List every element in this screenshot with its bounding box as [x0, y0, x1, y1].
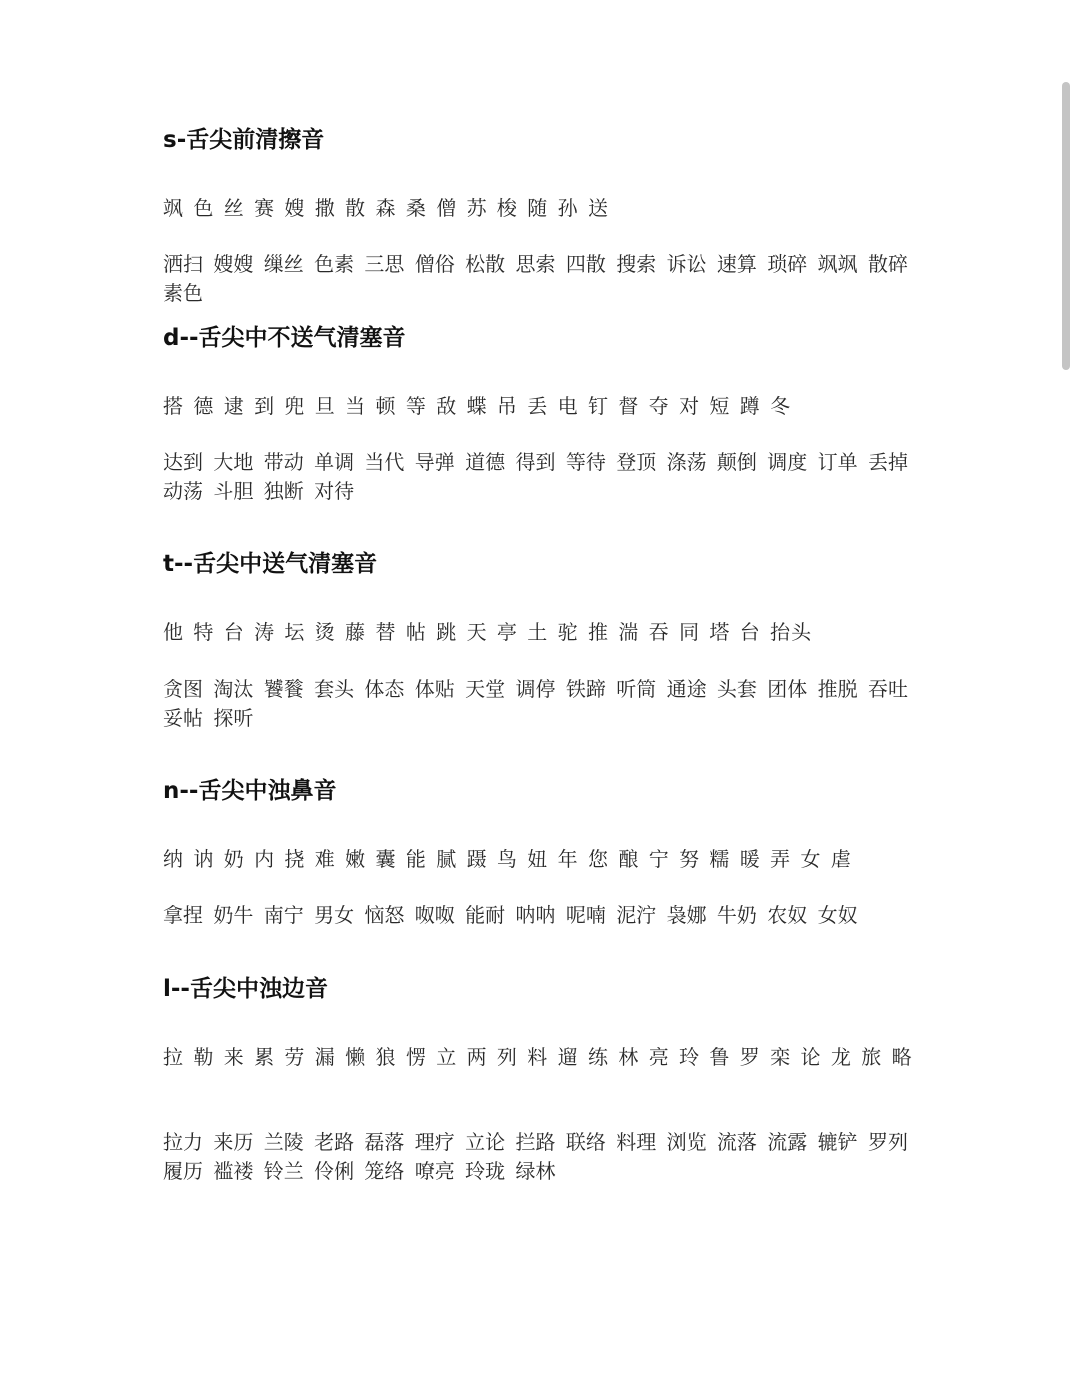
- scrollbar-thumb[interactable]: [1062, 82, 1070, 370]
- words-line-n: 拿捏 奶牛 南宁 男女 恼怒 呶呶 能耐 呐呐 呢喃 泥泞 袅娜 牛奶 农奴 女奴: [163, 903, 858, 927]
- section-title-l: l--舌尖中浊边音: [163, 976, 328, 1002]
- section-title-d: d--舌尖中不送气清塞音: [163, 325, 406, 351]
- chars-line-t: 他 特 台 涛 坛 烫 藤 替 帖 跳 天 亭 土 驼 推 湍 吞 同 塔 台 抬头: [163, 620, 813, 644]
- section-title-s: s-舌尖前清擦音: [163, 127, 325, 153]
- chars-line-l: 拉 勒 来 累 劳 漏 懒 狼 愣 立 两 列 料 遛 练 林 亮 玲 鲁 罗 栾 论 龙 旅 略: [163, 1045, 913, 1069]
- words-line-d: 达到 大地 带动 单调 当代 导弹 道德 得到 等待 登顶 涤荡 颠倒 调度 订单 丢掉 动荡 斗胆 独断 对待: [163, 450, 909, 503]
- chars-line-n: 纳 讷 奶 内 挠 难 嫩 囊 能 腻 蹑 鸟 妞 年 您 酿 宁 努 糯 暖 弄 女 虐: [163, 847, 852, 871]
- words-line-s: 洒扫 嫂嫂 缫丝 色素 三思 僧俗 松散 思索 四散 搜索 诉讼 速算 琐碎 飒飒 散碎 素色: [163, 252, 909, 305]
- section-title-t: t--舌尖中送气清塞音: [163, 551, 378, 577]
- chars-line-d: 搭 德 逮 到 兜 旦 当 顿 等 敌 蝶 吊 丢 电 钉 督 夺 对 短 蹲 冬: [163, 394, 792, 418]
- section-title-n: n--舌尖中浊鼻音: [163, 778, 337, 804]
- chars-line-s: 飒 色 丝 赛 嫂 撒 散 森 桑 僧 苏 梭 随 孙 送: [163, 196, 610, 220]
- words-line-l: 拉力 来历 兰陵 老路 磊落 理疗 立论 拦路 联络 料理 浏览 流落 流露 辘铲 罗列 履历 褴褛 铃兰 伶俐 笼络 嘹亮 玲珑 绿林: [163, 1130, 909, 1183]
- words-line-t: 贪图 淘汰 饕餮 套头 体态 体贴 天堂 调停 铁蹄 听筒 通途 头套 团体 推脱 吞吐 妥帖 探听: [163, 677, 909, 730]
